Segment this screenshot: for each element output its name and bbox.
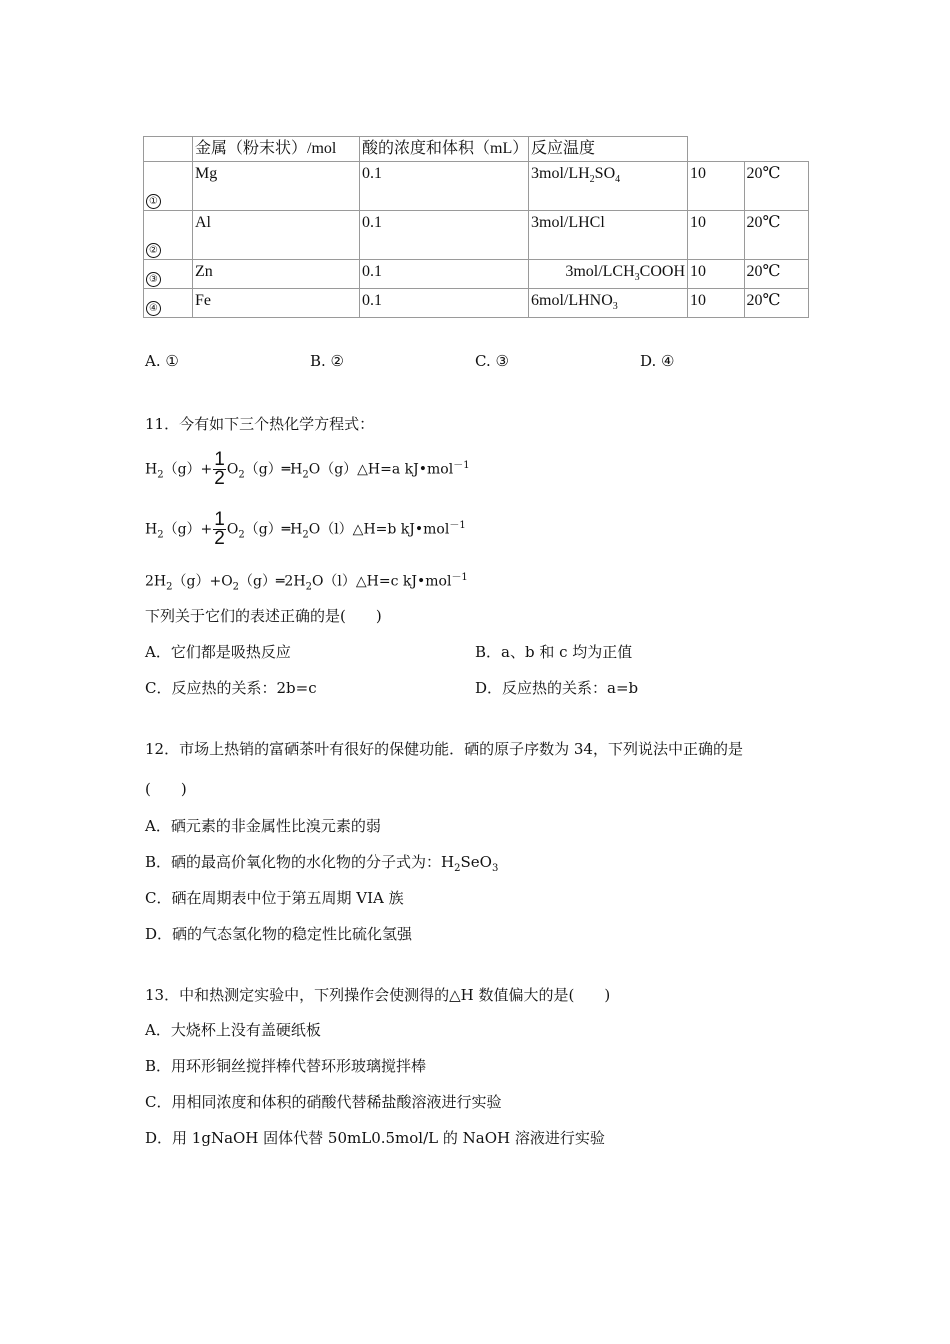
table-header-row [144, 137, 809, 162]
amount-cell: 0.1 [360, 162, 529, 211]
row-number: ④ [144, 289, 193, 318]
q12-option-a: A．硒元素的非金属性比溴元素的弱 [145, 817, 381, 835]
acid-cell: 3mol/LHCl [529, 211, 688, 260]
q13-title: 13．中和热测定实验中，下列操作会使测得的△H 数值偏大的是( ) [145, 986, 611, 1004]
volume-cell: 10 [688, 289, 745, 318]
q13-option-b: B．用环形铜丝搅拌棒代替环形玻璃搅拌棒 [145, 1057, 427, 1075]
table-row [144, 260, 809, 289]
q13-option-d: D．用 1gNaOH 固体代替 50mL0.5mol/L 的 NaOH 溶液进行实验 [145, 1129, 605, 1147]
metal-cell: Mg [193, 162, 360, 211]
header-cell: 反应温度 [529, 137, 688, 162]
q12-option-d: D．硒的气态氢化物的稳定性比硫化氢强 [145, 925, 413, 943]
q11-option-d: D．反应热的关系：a=b [475, 679, 639, 697]
volume-cell: 10 [688, 260, 745, 289]
q11-title: 11．今有如下三个热化学方程式： [145, 415, 375, 433]
q10-option-c: C. ③ [475, 352, 509, 370]
row-number: ② [144, 211, 193, 260]
q12-paren: ( ) [145, 780, 187, 798]
fraction: $\frac{1}{2}$ [214, 509, 225, 549]
temperature-cell: 20℃ [744, 289, 808, 318]
reaction-table [143, 136, 809, 318]
temperature-cell: 20℃ [744, 211, 808, 260]
table-row [144, 211, 809, 260]
amount-cell: 0.1 [360, 260, 529, 289]
q11-equation-2: $H_2(g)+$ $\frac{1}{2}$ $O_2(g)═H_2O(l)\triangle H=b$ kJ•mol$^{-1}$ [145, 509, 466, 549]
header-cell: 金属（粉末状）/mol [193, 137, 360, 162]
metal-cell: Fe [193, 289, 360, 318]
q12-title: 12．市场上热销的富硒茶叶有很好的保健功能．硒的原子序数为 34，下列说法中正确的是 [145, 740, 743, 758]
amount-cell: 0.1 [360, 289, 529, 318]
q11-option-b: B．a、b 和 c 均为正值 [475, 643, 633, 661]
temperature-cell: 20℃ [744, 260, 808, 289]
acid-cell: $3mol/LCH_3COOH$ [529, 260, 688, 289]
q11-equation-3: $2H_2(g)+O_2(g)═2H_2O(l)\triangle H=c$ kJ•mol$^{-1}$ [145, 572, 468, 593]
metal-cell: Zn [193, 260, 360, 289]
amount-cell: 0.1 [360, 211, 529, 260]
row-number: ① [144, 162, 193, 211]
metal-cell: Al [193, 211, 360, 260]
q10-option-d: D. ④ [640, 352, 675, 370]
q11-equation-1: $H_2(g)+$ $\frac{1}{2}$ $O_2(g)═H_2O(g)\triangle H=a$ kJ•mol$^{-1}$ [145, 449, 470, 489]
q10-option-b: B. ② [310, 352, 345, 370]
acid-cell: $6mol/LHNO_3$ [529, 289, 688, 318]
q12-option-c: C．硒在周期表中位于第五周期 VIA 族 [145, 889, 404, 907]
table-row [144, 162, 809, 211]
acid-cell: $3mol/LH_2SO_4$ [529, 162, 688, 211]
header-cell: 酸的浓度和体积（mL） [360, 137, 529, 162]
row-number: ③ [144, 260, 193, 289]
q11-stem: 下列关于它们的表述正确的是( ) [145, 607, 382, 625]
volume-cell: 10 [688, 211, 745, 260]
temperature-cell: 20℃ [744, 162, 808, 211]
q11-option-a: A．它们都是吸热反应 [145, 643, 291, 661]
q13-option-a: A．大烧杯上没有盖硬纸板 [145, 1021, 321, 1039]
q13-option-c: C．用相同浓度和体积的硝酸代替稀盐酸溶液进行实验 [145, 1093, 502, 1111]
header-cell [144, 137, 193, 162]
table-row [144, 289, 809, 318]
q12-option-b: B．硒的最高价氧化物的水化物的分子式为：$H_2SeO_3$ [145, 853, 499, 874]
fraction: $\frac{1}{2}$ [214, 449, 225, 489]
volume-cell: 10 [688, 162, 745, 211]
q11-option-c: C．反应热的关系：2b=c [145, 679, 317, 697]
q10-option-a: A. ① [145, 352, 179, 370]
